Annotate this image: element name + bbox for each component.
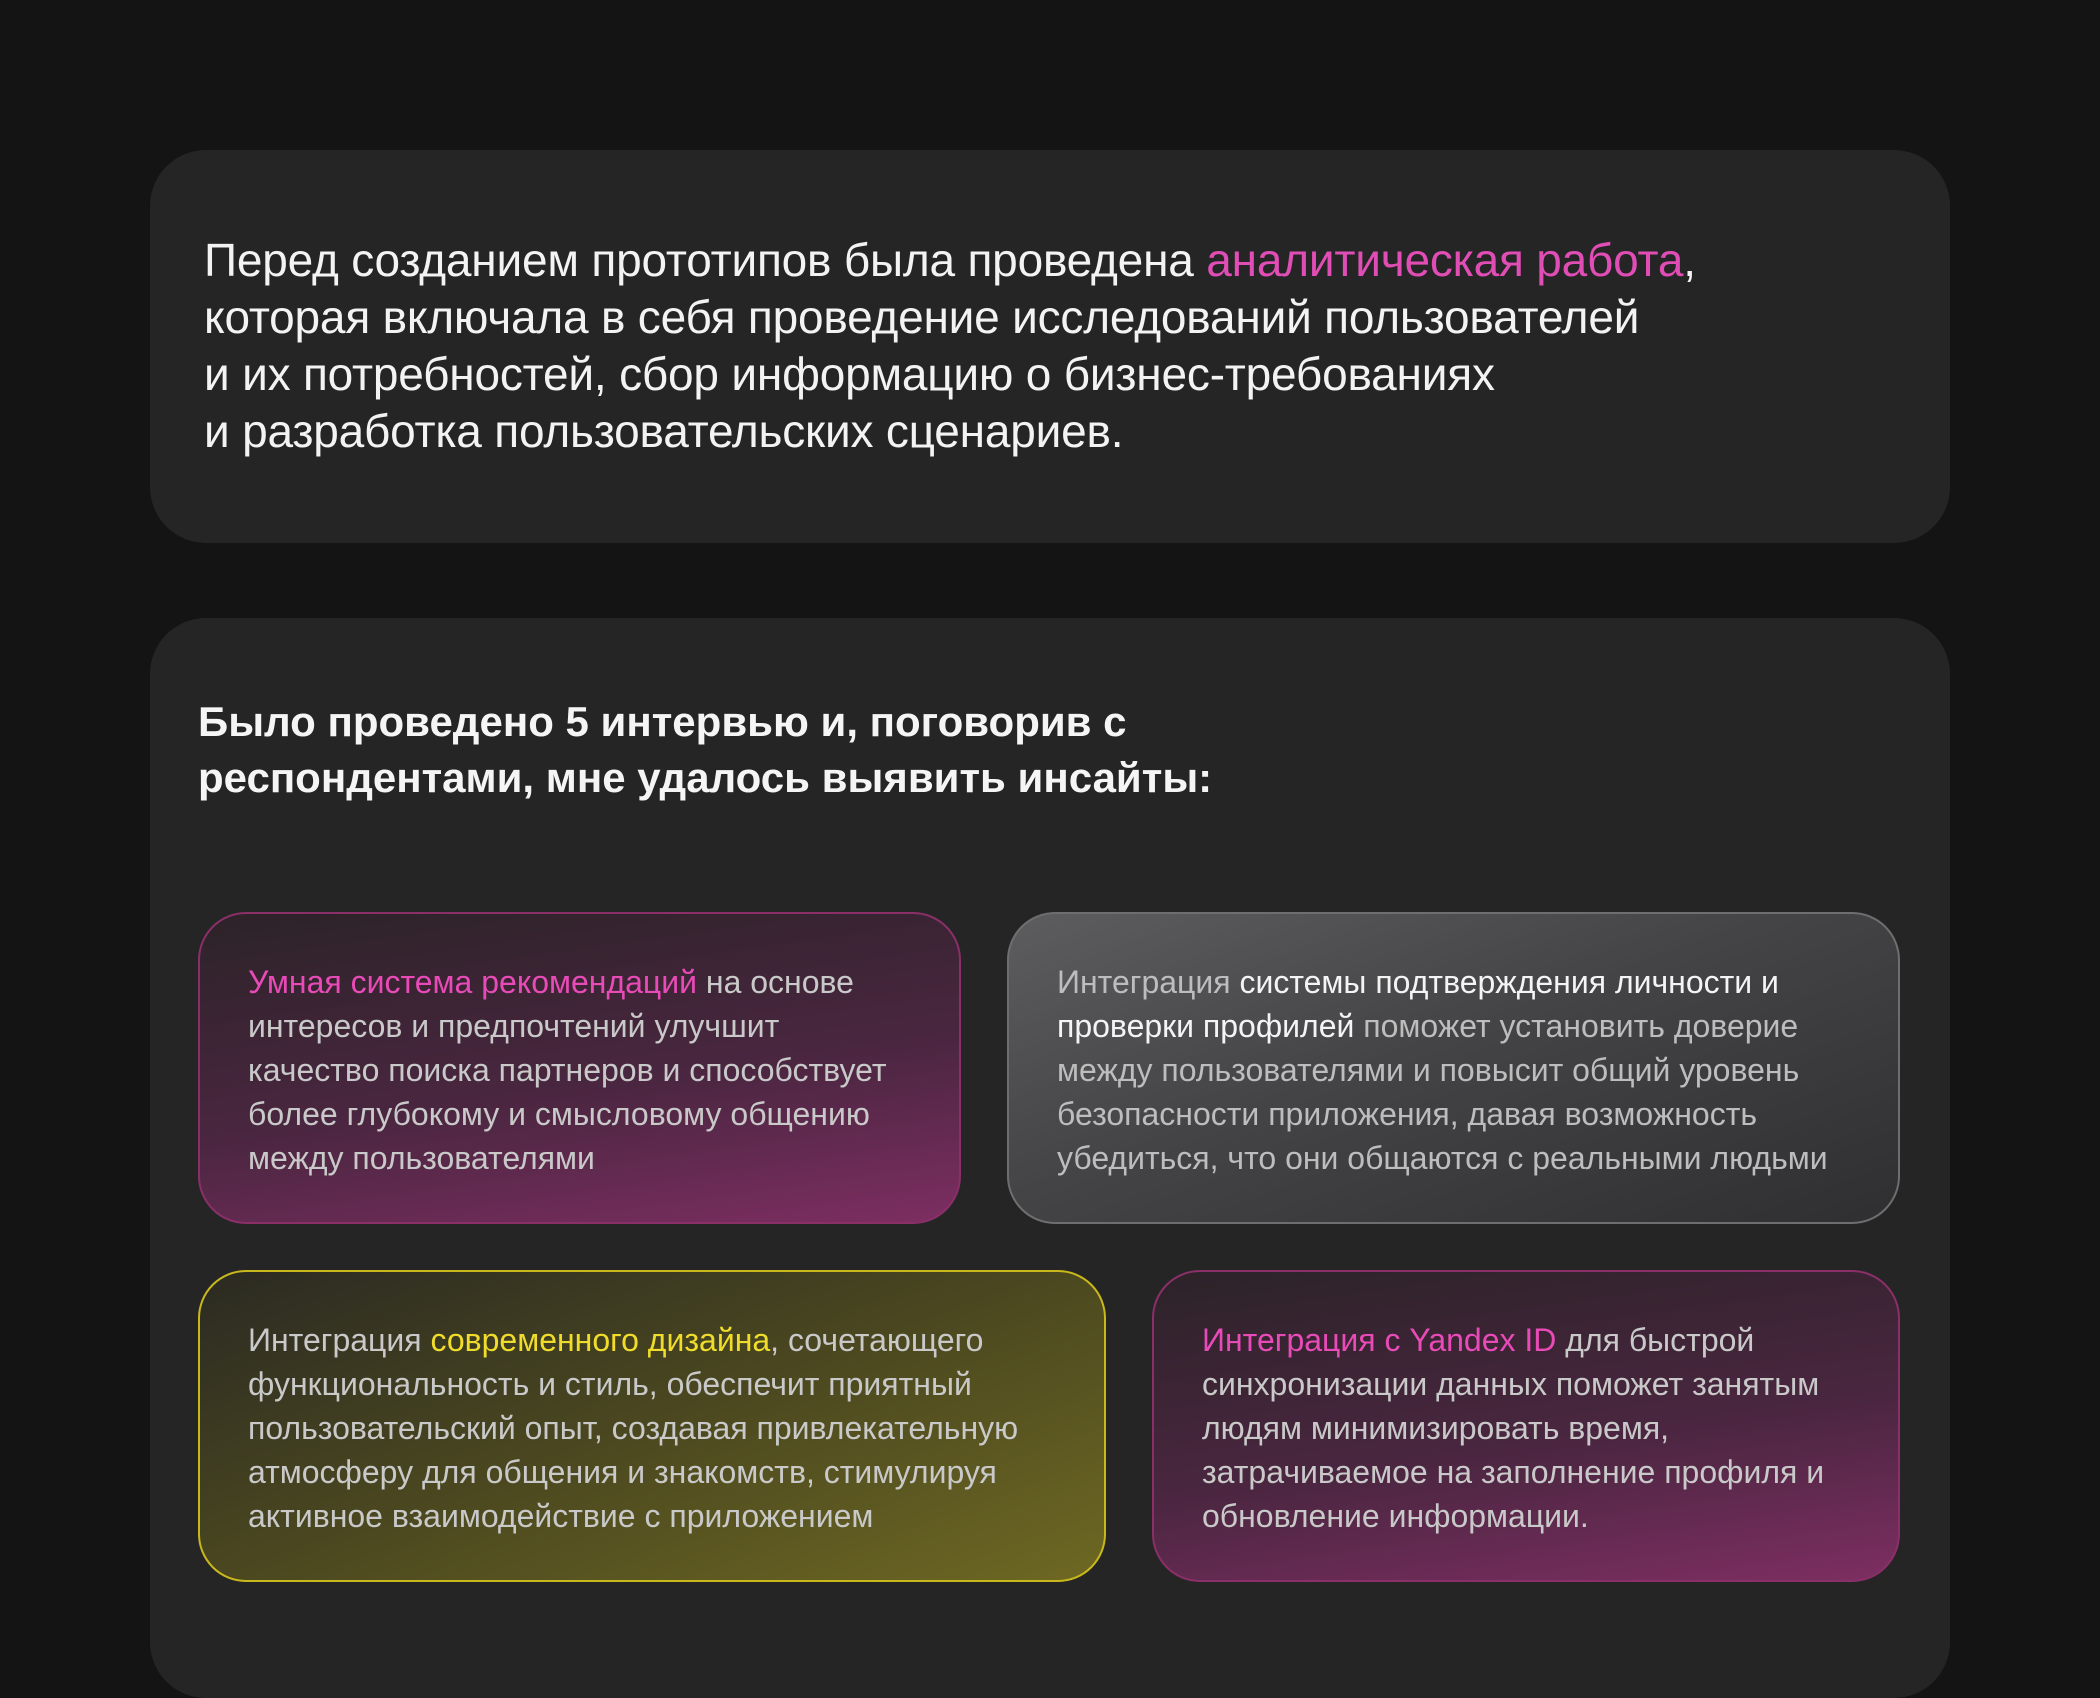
insights-heading-line1: Было проведено 5 интервью и, поговорив с	[198, 698, 1127, 745]
intro-line1-post: ,	[1683, 234, 1696, 286]
insight-card-highlight: Умная система рекомендаций	[248, 964, 697, 1000]
insight-card-body: , сочетающего функциональность и стиль, обеспечит приятный пользовательский опыт, создавая привлекательную атмосферу для общения и знакомств, стимулируя активное взаимодействие с приложением	[248, 1322, 1019, 1534]
insight-card-verification	[1007, 912, 1900, 1224]
intro-line3: и их потребностей, сбор информацию о бизнес-требованиях	[204, 348, 1495, 400]
insight-card-body: поможет установить доверие между пользователями и повысит общий уровень безопасности приложения, давая возможность убедиться, что они общаются с реальными людьми	[1057, 1008, 1828, 1176]
intro-line4: и разработка пользовательских сценариев.	[204, 405, 1124, 457]
insight-card-design	[198, 1270, 1106, 1582]
insight-card-highlight: Интеграция с Yandex ID	[1202, 1322, 1557, 1358]
insight-card-body: на основе интересов и предпочтений улучшит качество поиска партнеров и способствует более глубокому и смысловому общению между пользователями	[248, 964, 887, 1176]
intro-line1-pre: Перед созданием прототипов была проведена	[204, 234, 1207, 286]
insight-card-prefix: Интеграция	[1057, 964, 1240, 1000]
insights-heading-line2: респондентами, мне удалось выявить инсайты:	[198, 754, 1213, 801]
insight-card-text	[248, 960, 919, 1180]
insight-card-highlight: современного дизайна	[430, 1322, 771, 1358]
insight-card-text	[1202, 1318, 1858, 1538]
insight-card-recommendations	[198, 912, 961, 1224]
intro-text	[204, 232, 1950, 460]
insight-card-prefix: Интеграция	[248, 1322, 431, 1358]
insight-card-text	[1057, 960, 1858, 1180]
insights-panel	[150, 618, 1950, 1698]
intro-panel	[150, 150, 1950, 543]
insight-card-text	[248, 1318, 1064, 1538]
insight-card-body: для быстрой синхронизации данных поможет занятым людям минимизировать время, затрачиваемое на заполнение профиля и обновление информации.	[1202, 1322, 1825, 1534]
intro-highlight: аналитическая работа	[1206, 234, 1684, 286]
insights-heading	[198, 694, 1298, 806]
insight-card-highlight: системы подтверждения личности и проверки профилей	[1057, 964, 1779, 1044]
intro-line2: которая включала в себя проведение исследований пользователей	[204, 291, 1640, 343]
insight-card-yandex-id	[1152, 1270, 1900, 1582]
